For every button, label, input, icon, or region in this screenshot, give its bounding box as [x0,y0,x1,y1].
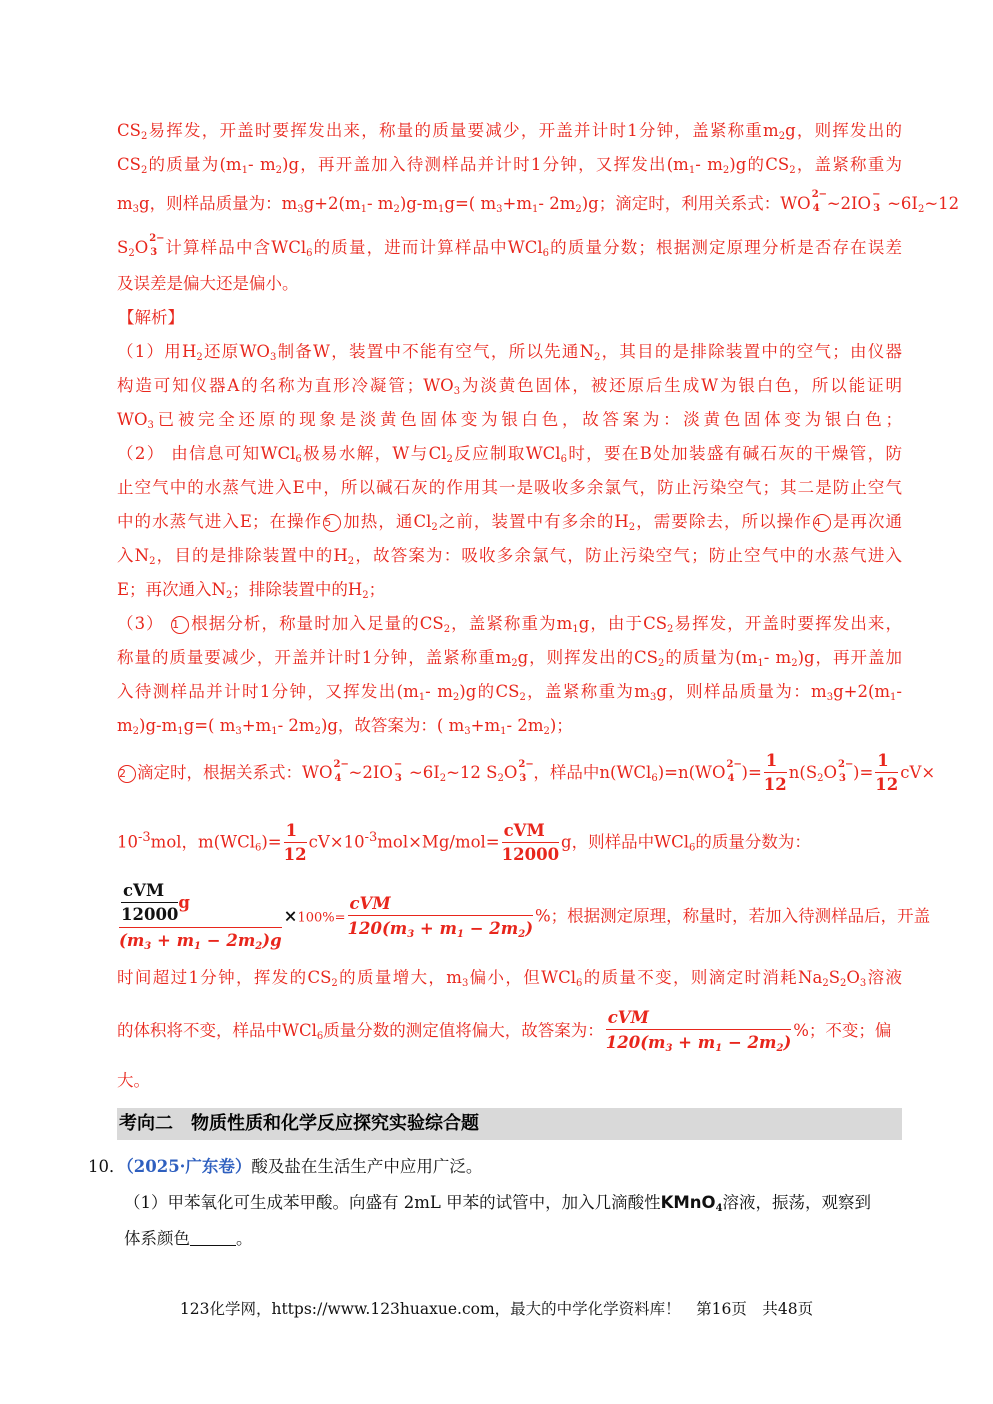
fraction-one-twelfth: $\frac{1}{12}$ [763,751,787,794]
text-line: 中的水蒸气进入E；在操作 5 加热，通$Cl_2$之前，装置中有多余的$H_2$，需要除去，所以操作 4 是再次通 [117,512,903,533]
ion-charge: 2− 4 [726,758,742,784]
fraction-cvm-12000: $\frac{\text{cVM}}{12000}$ [501,820,560,864]
page-footer: 123化学网，https://www.123huaxue.com，最大的中学化学资料库！ 第16页 共48页 [179,1300,814,1318]
text-line: 入$N_2$，目的是排除装置中的$H_2$，故答案为：吸收多余氯气，防止污染空气；防止空气中的水蒸气进入 [117,546,903,567]
question-stem: 10．（2025·广东卷）酸及盐在生活生产中应用广泛。 [88,1157,483,1176]
text-line: $m_3g$，则样品质量为：$m_3g+2(m_1-$ $m_2)g-m_1g=$( $m_3+m_1-$ $2m_2)g$；滴定时，利用关系式：WO 2− 4 ~2IO − 3 $\sim 6I_2\sim 12$ [117,189,960,215]
compound-fraction: $\frac{\text{cVM}}{12000}$ g $(m_3 + m_1 - 2m_2)g$ [119,881,282,952]
text-line: $\frac{\text{cVM}}{12000}$ g $(m_3 + m_1 - 2m_2)g$ ×100%= $\frac{\text{cVM}}{120(m_3 + m_1 - 2m_2)}$ %；根据测定原理，称量时，若加入待测样品后，开盖 [119,881,931,952]
text-line: E；再次通入$N_2$；排除装置中的$H_2$； [117,580,386,601]
text-line: 构造可知仪器A的名称为直形冷凝管；$WO_3$为淡黄色固体，被还原后生成W为银白色，所以能证明 [117,376,902,397]
ion-charge: − 3 [872,189,881,214]
fraction-one-twelfth: $\frac{1}{12}$ [283,820,307,864]
ion-charge: 2− 4 [811,189,828,214]
fraction-cvm-expression: $\frac{\text{cVM}}{120(m_3 + m_1 - 2m_2)}$ [347,893,533,940]
text-line: $10^{-3}mol$，m(WCl$_6$)= $\frac{1}{12}$ $cV\times 10^{-3}mol\times Mg/mol=$ $\frac{\text{cVM}}{12000}$ g，则样品中WCl$_6$的质量分数为： [117,815,902,867]
text-line: 时间超过1分钟，挥发的$CS_2$的质量增大，$m_3$偏小，但WCl$_6$的质量不变，则滴定时消耗$Na_2S_2O_3$溶液 [117,968,902,989]
circled-number: 2 [118,765,136,783]
question-part: （1）甲苯氧化可生成苯甲酸。向盛有 2mL 甲苯的试管中，加入几滴酸性KMnO$_4$溶液，振荡，观察到 [124,1193,872,1214]
text-line: $S_2O$ 2− 3 计算样品中含WCl$_6$的质量，进而计算样品中WCl$_6$的质量分数；根据测定原理分析是否存在误差 [117,233,902,259]
text-line: $CS_2$的质量为($m_1-$ $m_2)g$，再开盖加入待测样品并计时1分钟，又挥发出($m_1-$ $m_2)g$的$CS_2$，盖紧称重为 [117,155,902,176]
text-line: 大。 [117,1071,150,1090]
fraction-one-twelfth: $\frac{1}{12}$ [875,751,899,794]
ion-charge: 2− 3 [518,758,534,784]
ion-charge: 2− 3 [838,758,854,784]
text-line: （1）用$H_2$还原$WO_3$制备W，装置中不能有空气，所以先通$N_2$，其目的是排除装置中的空气；由仪器 [117,342,903,363]
text-line: 的体积将不变，样品中WCl$_6$质量分数的测定值将偏大，故答案为： $\frac{\text{cVM}}{120(m_3 + m_1 - 2m_2)}$ %；不变；偏 [117,1008,892,1054]
text-line: $m_2)g-m_1g=$( $m_3+m_1-$ $2m_2)g$，故答案为：( $m_3+m_1-$ $2m_2$)； [117,716,573,737]
text-line: 入待测样品并计时1分钟，又挥发出($m_1-$ $m_2)g$的$CS_2$，盖紧称重为$m_3g$，则样品质量为：$m_3g+2(m_1-$ [117,682,902,703]
section-heading: 考向二 物质性质和化学反应探究实验综合题 [119,1113,479,1134]
analysis-label: 【解析】 [118,308,184,327]
ion-charge: 2− 4 [333,758,349,784]
text-line: 称量的质量要减少，开盖并计时1分钟，盖紧称重$m_2g$，则挥发出的$CS_2$的质量为($m_1-$ $m_2)g$，再开盖加 [117,648,902,669]
text-line: $WO_3$已被完全还原的现象是淡黄色固体变为银白色，故答案为：淡黄色固体变为银白色； [117,410,902,431]
ion-charge: − 3 [393,758,403,784]
fraction-cvm-expression: $\frac{\text{cVM}}{120(m_3 + m_1 - 2m_2)}$ [605,1008,792,1054]
circled-number: 4 [813,514,831,532]
ion-charge: 2− 3 [149,233,165,258]
circled-number: 5 [323,514,341,532]
question-part: 体系颜色 。 [124,1229,253,1248]
text-line: 2 滴定时，根据关系式：WO 2− 4 ~2IO − 3 $\sim 6I_2\sim 12$ $S_2O$ 2− 3 ，样品中n(WCl$_6$)=n(WO 2− 4 )= $\frac{1}{12}$ $n(S_2O$ 2− 3 )= $\frac{1}{12}$ cV× [117,750,902,797]
text-line: （2） 由信息可知WCl$_6$极易水解，W与$Cl_2$反应制取WCl$_6$时，要在B处加装盛有碱石灰的干燥管，防 [117,444,902,465]
text-line: $CS_2$易挥发，开盖时要挥发出来，称量的质量要减少，开盖并计时1分钟，盖紧称重$m_2g$，则挥发出的 [117,121,902,142]
text-line: 及误差是偏大还是偏小。 [117,274,299,293]
circled-number: 1 [171,616,189,634]
answer-blank[interactable] [190,1229,236,1246]
text-line: （3） 1 根据分析，称量时加入足量的$CS_2$，盖紧称重为$m_1g$，由于$CS_2$易挥发，开盖时要挥发出来， [117,614,902,635]
text-line: 止空气中的水蒸气进入E中，所以碱石灰的作用其一是吸收多余氯气，防止污染空气；其二是防止空气 [117,478,902,497]
